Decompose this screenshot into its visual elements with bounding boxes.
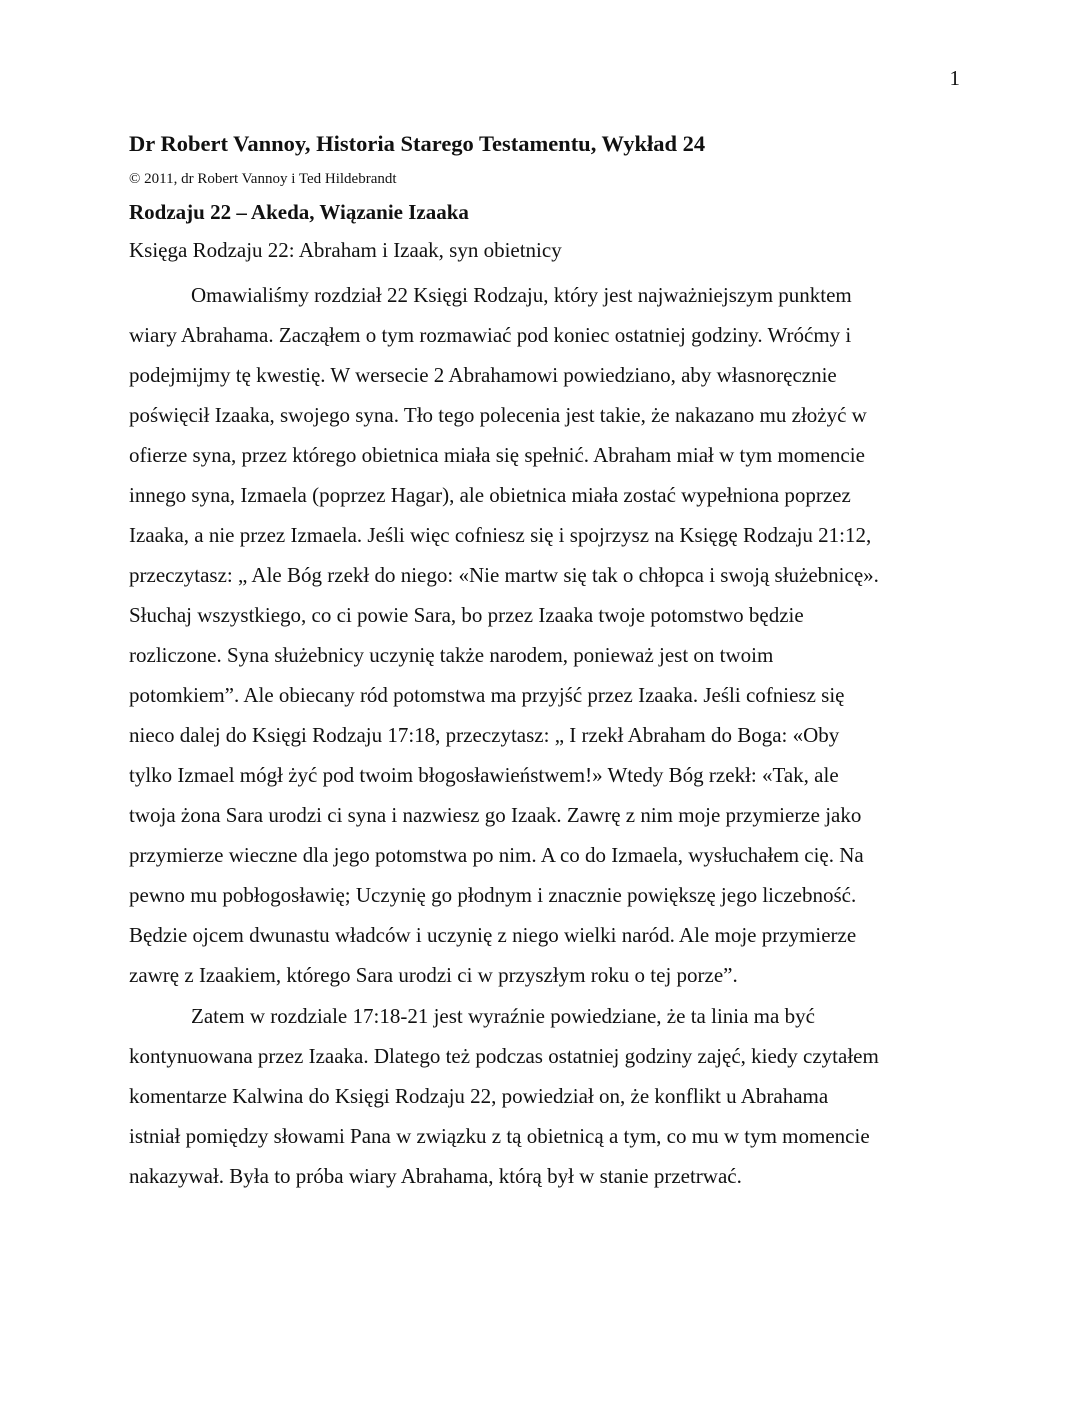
- document-body: [129, 126, 959, 1196]
- text-line: komentarze Kalwina do Księgi Rodzaju 22, powiedział on, że konflikt u Abrahama: [129, 1084, 829, 1108]
- text-line: przeczytasz: „ Ale Bóg rzekł do niego: «Nie martw się tak o chłopca i swoją służebnicę».: [129, 563, 879, 587]
- text-line: nakazywał. Była to próba wiary Abrahama, którą był w stanie przetrwać.: [129, 1164, 742, 1188]
- text-line: innego syna, Izmaela (poprzez Hagar), ale obietnica miała zostać wypełniona poprzez: [129, 483, 851, 507]
- text-line: kontynuowana przez Izaaka. Dlatego też podczas ostatniej godziny zajęć, kiedy czytałem: [129, 1044, 879, 1068]
- document-title: Dr Robert Vannoy, Historia Starego Testamentu, Wykład 24: [129, 131, 706, 156]
- text-line: przymierze wieczne dla jego potomstwa po nim. A co do Izmaela, wysłuchałem cię. Na: [129, 843, 864, 867]
- text-line: poświęcił Izaaka, swojego syna. Tło tego polecenia jest takie, że nakazano mu złożyć w: [129, 403, 867, 427]
- text-line: Będzie ojcem dwunastu władców i uczynię z niego wielki naród. Ale moje przymierze: [129, 923, 857, 947]
- text-line: pewno mu pobłogosławię; Uczynię go płodnym i znacznie powiększę jego liczebność.: [129, 883, 857, 907]
- text-line: Omawialiśmy rozdział 22 Księgi Rodzaju, który jest najważniejszym punktem: [191, 283, 852, 307]
- text-line: rozliczone. Syna służebnicy uczynię także narodem, ponieważ jest on twoim: [129, 643, 774, 667]
- copyright-notice: © 2011, dr Robert Vannoy i Ted Hildebrandt: [129, 171, 397, 187]
- section-heading: Rodzaju 22 – Akeda, Wiązanie Izaaka: [129, 200, 469, 224]
- text-line: nieco dalej do Księgi Rodzaju 17:18, przeczytasz: „ I rzekł Abraham do Boga: «Oby: [129, 723, 840, 747]
- section-subtitle: Księga Rodzaju 22: Abraham i Izaak, syn obietnicy: [129, 238, 562, 262]
- text-line: wiary Abrahama. Zacząłem o tym rozmawiać pod koniec ostatniej godziny. Wróćmy i: [129, 323, 852, 347]
- text-line: Izaaka, a nie przez Izmaela. Jeśli więc cofniesz się i spojrzysz na Księgę Rodzaju 21:12,: [129, 523, 872, 547]
- text-line: ofierze syna, przez którego obietnica miała się spełnić. Abraham miał w tym momencie: [129, 443, 865, 467]
- page-number: 1: [949, 66, 960, 90]
- text-line: tylko Izmael mógł żyć pod twoim błogosławieństwem!» Wtedy Bóg rzekł: «Tak, ale: [129, 763, 839, 787]
- text-line: Słuchaj wszystkiego, co ci powie Sara, bo przez Izaaka twoje potomstwo będzie: [129, 603, 804, 627]
- text-line: istniał pomiędzy słowami Pana w związku z tą obietnicą a tym, co mu w tym momencie: [129, 1124, 870, 1148]
- paragraph-1: [129, 275, 959, 995]
- text-line: Zatem w rozdziale 17:18-21 jest wyraźnie powiedziane, że ta linia ma być: [191, 1004, 815, 1028]
- paragraph-2: [129, 996, 959, 1196]
- text-line: twoja żona Sara urodzi ci syna i nazwiesz go Izaak. Zawrę z nim moje przymierze jako: [129, 803, 862, 827]
- text-line: podejmijmy tę kwestię. W wersecie 2 Abrahamowi powiedziano, aby własnoręcznie: [129, 363, 837, 387]
- text-line: potomkiem”. Ale obiecany ród potomstwa ma przyjść przez Izaaka. Jeśli cofniesz się: [129, 683, 845, 707]
- text-line: zawrę z Izaakiem, którego Sara urodzi ci w przyszłym roku o tej porze”.: [129, 963, 738, 987]
